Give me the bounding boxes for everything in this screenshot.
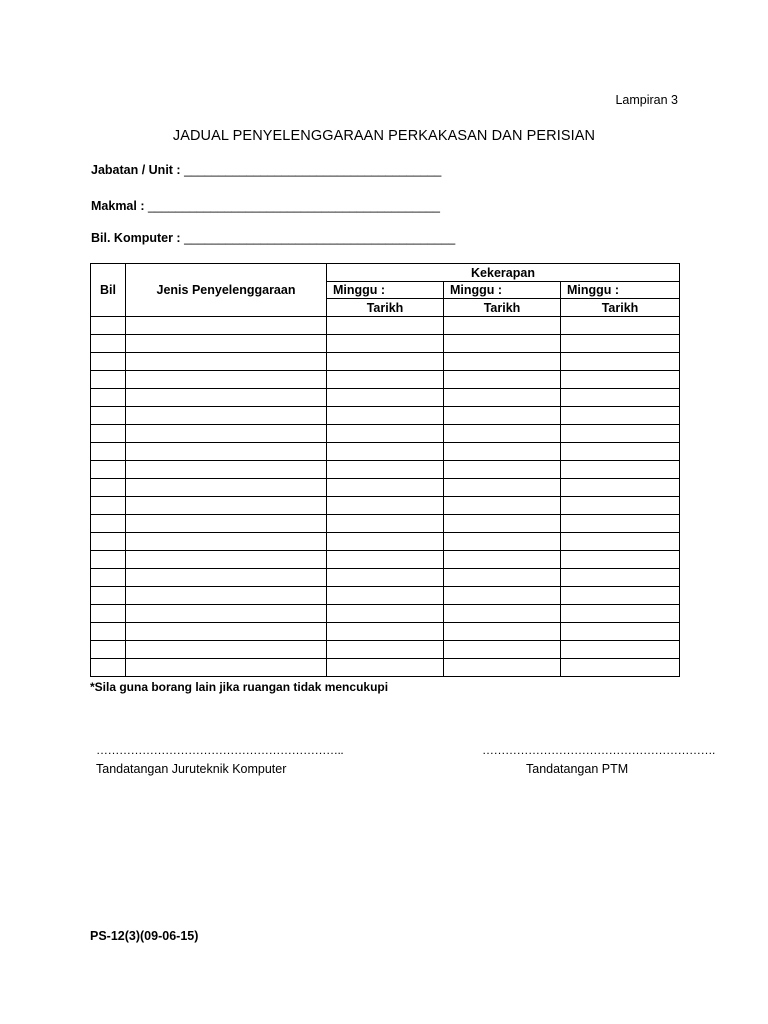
table-cell[interactable]: [444, 461, 561, 479]
table-row: [91, 407, 680, 425]
table-cell[interactable]: [444, 515, 561, 533]
table-cell[interactable]: [126, 641, 327, 659]
table-cell[interactable]: [327, 479, 444, 497]
table-cell[interactable]: [91, 587, 126, 605]
table-cell[interactable]: [327, 569, 444, 587]
table-row: [91, 479, 680, 497]
table-cell[interactable]: [444, 371, 561, 389]
document-code: PS-12(3)(09-06-15): [90, 929, 199, 943]
table-cell[interactable]: [91, 425, 126, 443]
table-cell[interactable]: [126, 515, 327, 533]
field-jabatan-unit-label: Jabatan / Unit :: [91, 163, 181, 177]
table-cell[interactable]: [126, 335, 327, 353]
table-row: [91, 443, 680, 461]
table-cell[interactable]: [126, 317, 327, 335]
table-cell[interactable]: [561, 479, 680, 497]
table-cell[interactable]: [327, 641, 444, 659]
table-cell[interactable]: [327, 515, 444, 533]
table-cell[interactable]: [561, 587, 680, 605]
table-cell[interactable]: [91, 479, 126, 497]
table-cell[interactable]: [91, 533, 126, 551]
table-cell[interactable]: [91, 569, 126, 587]
table-cell[interactable]: [561, 425, 680, 443]
table-cell[interactable]: [561, 353, 680, 371]
table-cell[interactable]: [91, 353, 126, 371]
table-cell[interactable]: [126, 353, 327, 371]
table-cell[interactable]: [444, 641, 561, 659]
table-cell[interactable]: [91, 389, 126, 407]
table-cell[interactable]: [126, 461, 327, 479]
table-cell[interactable]: [327, 443, 444, 461]
document-title: JADUAL PENYELENGGARAAN PERKAKASAN DAN PERISIAN: [172, 128, 596, 144]
table-row: [91, 659, 680, 677]
table-row: [91, 551, 680, 569]
table-cell[interactable]: [126, 659, 327, 677]
header-minggu-1: Minggu :: [327, 282, 444, 299]
table-cell[interactable]: [126, 479, 327, 497]
table-cell[interactable]: [91, 659, 126, 677]
table-cell[interactable]: [327, 317, 444, 335]
table-cell[interactable]: [327, 587, 444, 605]
maintenance-schedule-table: [90, 263, 680, 677]
table-cell[interactable]: [444, 605, 561, 623]
table-row: [91, 641, 680, 659]
table-row: [91, 335, 680, 353]
table-cell[interactable]: [91, 461, 126, 479]
table-row: [91, 515, 680, 533]
table-row: [91, 623, 680, 641]
table-cell[interactable]: [444, 353, 561, 371]
table-cell[interactable]: [91, 407, 126, 425]
header-bil: Bil: [91, 264, 126, 317]
table-cell[interactable]: [561, 461, 680, 479]
field-jabatan-unit-line[interactable]: _____________________________________: [184, 163, 442, 177]
table-row: [91, 533, 680, 551]
table-cell[interactable]: [561, 623, 680, 641]
table-cell[interactable]: [444, 479, 561, 497]
table-cell[interactable]: [327, 551, 444, 569]
table-row: [91, 605, 680, 623]
table-row: [91, 425, 680, 443]
table-cell[interactable]: [444, 623, 561, 641]
table-cell[interactable]: [91, 641, 126, 659]
field-makmal-line[interactable]: __________________________________________: [147, 199, 440, 213]
annex-label: Lampiran 3: [615, 93, 678, 107]
table-cell[interactable]: [126, 605, 327, 623]
table-cell[interactable]: [126, 623, 327, 641]
table-cell[interactable]: [327, 497, 444, 515]
table-cell[interactable]: [561, 335, 680, 353]
table-cell[interactable]: [327, 659, 444, 677]
table-cell[interactable]: [327, 461, 444, 479]
table-cell[interactable]: [126, 407, 327, 425]
table-cell[interactable]: [561, 659, 680, 677]
field-bil-komputer-line[interactable]: _______________________________________: [184, 231, 456, 245]
header-minggu-3: Minggu :: [561, 282, 680, 299]
table-cell[interactable]: [126, 371, 327, 389]
field-makmal-label: Makmal :: [91, 199, 145, 213]
header-tarikh-2: Tarikh: [444, 299, 561, 317]
table-cell[interactable]: [327, 407, 444, 425]
footnote: *Sila guna borang lain jika ruangan tidak mencukupi: [90, 680, 389, 694]
table-row: [91, 587, 680, 605]
table-cell[interactable]: [91, 623, 126, 641]
field-makmal: [91, 199, 440, 213]
table-row: [91, 317, 680, 335]
table-cell[interactable]: [327, 605, 444, 623]
table-cell[interactable]: [327, 335, 444, 353]
signature-line-left[interactable]: ………………………………………………………..: [96, 743, 344, 757]
table-cell[interactable]: [327, 353, 444, 371]
table-cell[interactable]: [327, 425, 444, 443]
table-cell[interactable]: [126, 569, 327, 587]
table-body: [91, 317, 680, 677]
table-cell[interactable]: [91, 497, 126, 515]
signature-label-juruteknik: Tandatangan Juruteknik Komputer: [96, 762, 287, 776]
table-cell[interactable]: [561, 407, 680, 425]
table-cell[interactable]: [91, 515, 126, 533]
table-row: [91, 353, 680, 371]
table-cell[interactable]: [327, 371, 444, 389]
field-jabatan-unit: [91, 163, 441, 177]
table-cell[interactable]: [126, 587, 327, 605]
table-cell[interactable]: [126, 533, 327, 551]
field-bil-komputer-label: Bil. Komputer :: [91, 231, 181, 245]
table-row: [91, 371, 680, 389]
table-cell[interactable]: [561, 533, 680, 551]
table-cell[interactable]: [561, 389, 680, 407]
field-bil-komputer: [91, 231, 455, 245]
table-cell[interactable]: [561, 497, 680, 515]
table-cell[interactable]: [126, 425, 327, 443]
table-cell[interactable]: [91, 317, 126, 335]
table-cell[interactable]: [561, 371, 680, 389]
table-cell[interactable]: [91, 551, 126, 569]
table-cell[interactable]: [444, 497, 561, 515]
table-cell[interactable]: [444, 443, 561, 461]
table-cell[interactable]: [561, 317, 680, 335]
table-cell[interactable]: [444, 587, 561, 605]
header-kekerapan: Kekerapan: [327, 264, 680, 282]
table-row: [91, 461, 680, 479]
header-minggu-2: Minggu :: [444, 282, 561, 299]
table-cell[interactable]: [444, 551, 561, 569]
header-tarikh-1: Tarikh: [327, 299, 444, 317]
table-cell[interactable]: [561, 605, 680, 623]
table-cell[interactable]: [327, 533, 444, 551]
table-cell[interactable]: [91, 335, 126, 353]
table-row: [91, 389, 680, 407]
table-cell[interactable]: [561, 515, 680, 533]
signature-line-right[interactable]: …………………………………………………….: [482, 743, 715, 757]
table-cell[interactable]: [444, 533, 561, 551]
table-cell[interactable]: [561, 443, 680, 461]
table-cell[interactable]: [126, 389, 327, 407]
table-cell[interactable]: [91, 443, 126, 461]
table-cell[interactable]: [444, 407, 561, 425]
table-cell[interactable]: [561, 641, 680, 659]
table-cell[interactable]: [126, 497, 327, 515]
signature-label-ptm: Tandatangan PTM: [526, 762, 629, 776]
table-cell[interactable]: [561, 569, 680, 587]
table-cell[interactable]: [444, 317, 561, 335]
table-cell[interactable]: [91, 371, 126, 389]
table-cell[interactable]: [444, 659, 561, 677]
table-cell[interactable]: [444, 425, 561, 443]
table-cell[interactable]: [444, 335, 561, 353]
table-cell[interactable]: [91, 605, 126, 623]
table-cell[interactable]: [561, 551, 680, 569]
table-cell[interactable]: [444, 389, 561, 407]
table-cell[interactable]: [126, 443, 327, 461]
header-tarikh-3: Tarikh: [561, 299, 680, 317]
table-cell[interactable]: [327, 389, 444, 407]
table-cell[interactable]: [126, 551, 327, 569]
header-jenis-penyelenggaraan: Jenis Penyelenggaraan: [126, 264, 327, 317]
table-cell[interactable]: [444, 569, 561, 587]
table-row: [91, 569, 680, 587]
table-cell[interactable]: [327, 623, 444, 641]
table-row: [91, 497, 680, 515]
